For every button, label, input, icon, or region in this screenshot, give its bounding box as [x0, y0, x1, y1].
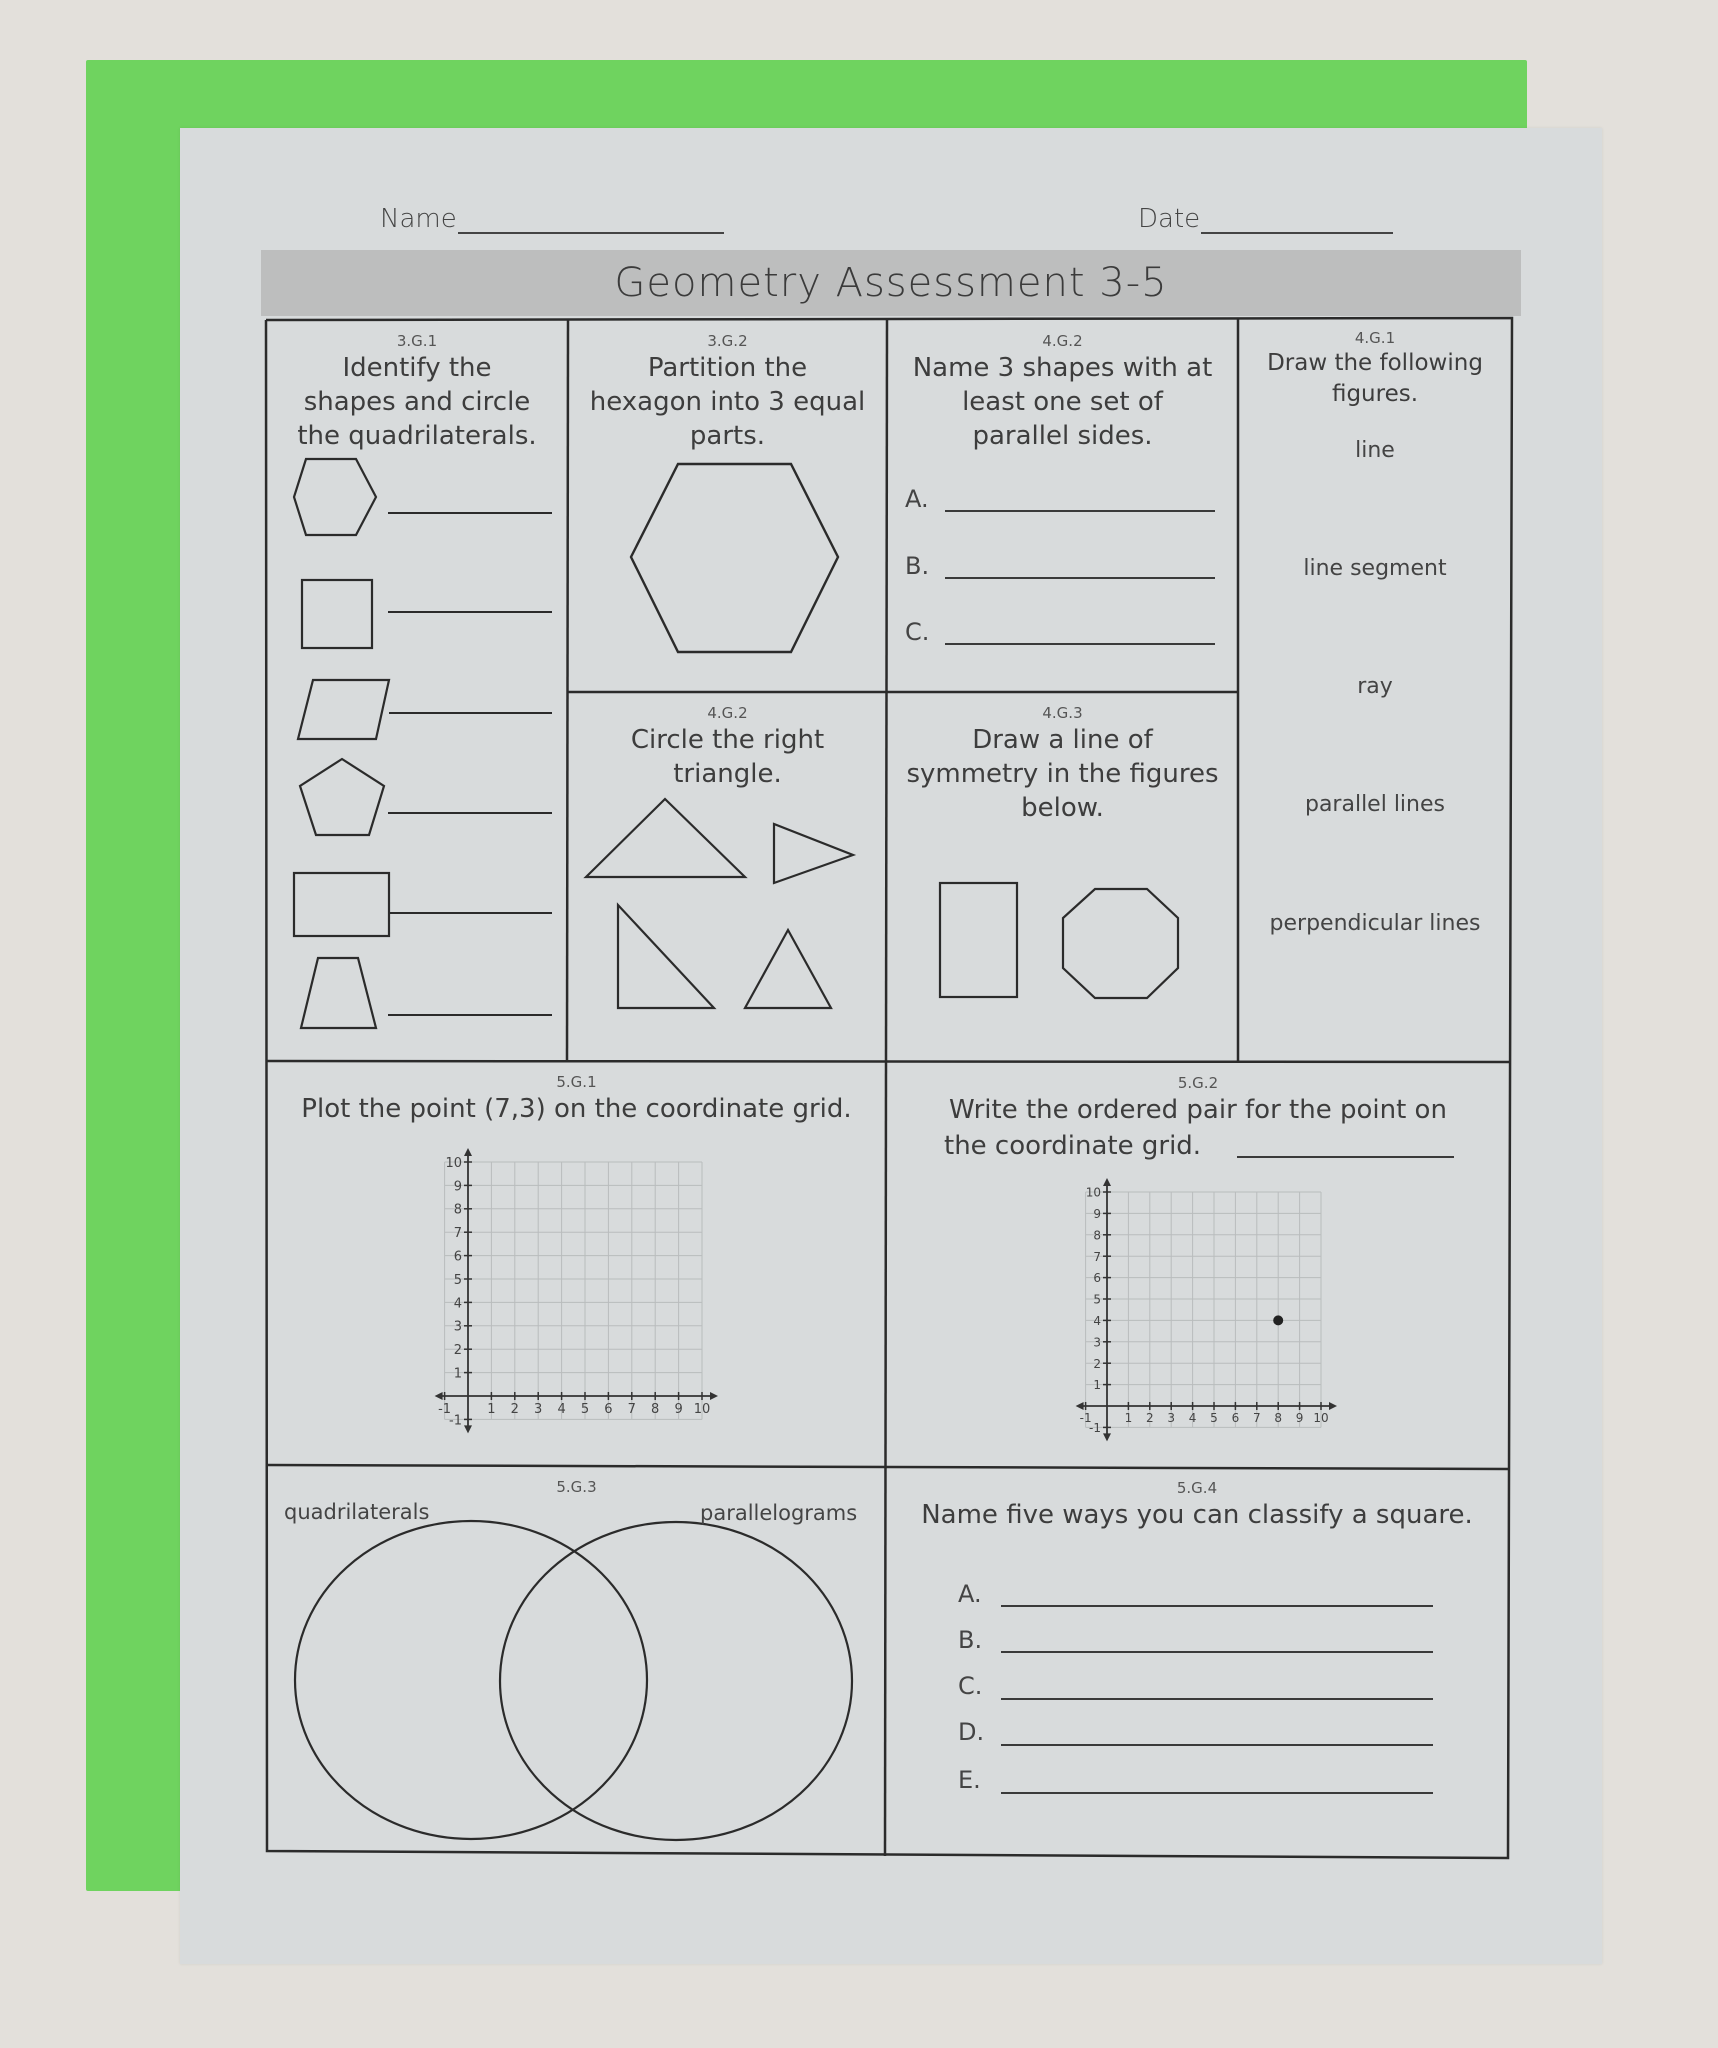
pentagon-shape [300, 759, 384, 835]
prompt-line: parallel sides. [972, 421, 1153, 451]
prompt-line: hexagon into 3 equal [589, 387, 866, 417]
prompt-line: the coordinate grid. [944, 1131, 1202, 1161]
section-5g4-header [888, 1478, 1506, 1532]
quadrilateral-shapes [294, 459, 389, 1028]
classify-answer-line-a[interactable] [1001, 1605, 1433, 1607]
hexagon-shape [294, 459, 376, 535]
shape-answer-lines [388, 513, 552, 1015]
venn-left-circle [295, 1521, 647, 1839]
svg-text:5: 5 [1210, 1411, 1218, 1425]
svg-text:1: 1 [487, 1402, 496, 1417]
svg-text:2: 2 [1145, 1411, 1154, 1425]
svg-text:7: 7 [1252, 1411, 1261, 1425]
symmetry-octagon [1063, 889, 1178, 998]
standard-code: 4.G.1 [1354, 329, 1396, 347]
venn-diagram [295, 1521, 852, 1840]
prompt-line: the quadrilaterals. [297, 421, 537, 451]
standard-code: 4.G.2 [707, 704, 748, 722]
svg-text:6: 6 [604, 1402, 613, 1417]
svg-text:3: 3 [1167, 1411, 1176, 1425]
svg-text:10: 10 [1085, 1185, 1101, 1200]
ordered-pair-answer-line[interactable] [1237, 1156, 1454, 1158]
trapezoid-shape [301, 958, 376, 1028]
venn-label-parallelograms: parallelograms [700, 1501, 858, 1525]
answer-line-a[interactable] [945, 510, 1215, 512]
prompt-line: Name 3 shapes with at [912, 353, 1213, 383]
svg-text:-1: -1 [1079, 1411, 1092, 1425]
svg-text:10: 10 [1313, 1411, 1329, 1425]
svg-text:5: 5 [580, 1402, 590, 1417]
date-label: Date [1138, 204, 1201, 234]
svg-text:5: 5 [1093, 1292, 1101, 1307]
svg-text:8: 8 [651, 1402, 660, 1417]
svg-text:8: 8 [1093, 1228, 1101, 1243]
answer-line-b[interactable] [945, 577, 1215, 579]
standard-code: 5.G.4 [1176, 1479, 1218, 1497]
classify-answer-line-b[interactable] [1001, 1651, 1433, 1653]
prompt-line: Identify the [342, 353, 492, 383]
svg-text:6: 6 [1093, 1271, 1101, 1286]
isosceles-triangle [745, 930, 831, 1008]
svg-text:2: 2 [453, 1343, 462, 1359]
svg-text:9: 9 [1093, 1206, 1101, 1221]
classify-answer-line-e[interactable] [1001, 1792, 1433, 1794]
section-4g3-header [888, 703, 1237, 825]
prompt-line: triangle. [673, 759, 782, 789]
section-5g2-header [888, 1073, 1508, 1127]
square-shape [302, 580, 372, 648]
svg-text:9: 9 [1295, 1411, 1304, 1425]
prompt-line: figures. [1331, 381, 1419, 407]
coordinate-grid-plot[interactable] [435, 1148, 718, 1433]
svg-text:-1: -1 [438, 1402, 452, 1417]
section-5g3-header [268, 1477, 885, 1497]
classify-answer-line-d[interactable] [1001, 1744, 1433, 1746]
svg-text:1: 1 [453, 1366, 462, 1382]
svg-text:10: 10 [445, 1155, 462, 1171]
figure-label-line-segment: line segment [1303, 556, 1447, 581]
figure-label-perpendicular-lines: perpendicular lines [1269, 911, 1481, 936]
svg-text:1: 1 [1093, 1378, 1101, 1393]
rectangle-shape [294, 873, 389, 936]
prompt-line: Plot the point (7,3) on the coordinate grid. [301, 1094, 852, 1124]
figure-label-parallel-lines: parallel lines [1304, 792, 1445, 817]
classify-letter-d: D. [958, 1718, 985, 1746]
triangle-shapes [586, 799, 853, 1008]
right-triangle [618, 905, 714, 1008]
svg-text:4: 4 [1093, 1313, 1101, 1328]
svg-text:6: 6 [1231, 1411, 1240, 1425]
svg-text:-1: -1 [449, 1413, 462, 1429]
section-3g1-header [268, 331, 566, 453]
classify-letter-e: E. [958, 1766, 981, 1794]
svg-text:9: 9 [453, 1179, 462, 1195]
standard-code: 5.G.1 [556, 1073, 597, 1091]
svg-text:8: 8 [1274, 1411, 1283, 1425]
classify-letter-a: A. [958, 1580, 982, 1608]
standard-code: 5.G.2 [1177, 1074, 1219, 1092]
standard-code: 5.G.3 [556, 1478, 597, 1496]
option-letter-c: C. [905, 618, 930, 646]
prompt-line: Write the ordered pair for the point on [949, 1095, 1447, 1125]
figure-label-line: line [1355, 438, 1395, 463]
page-title: Geometry Assessment 3-5 [614, 260, 1168, 306]
obtuse-triangle [586, 799, 745, 877]
svg-text:3: 3 [453, 1319, 462, 1335]
svg-text:5: 5 [453, 1272, 462, 1288]
standard-code: 4.G.3 [1042, 704, 1083, 722]
svg-text:1: 1 [1124, 1411, 1133, 1425]
classify-letter-c: C. [958, 1672, 983, 1700]
classify-answer-line-c[interactable] [1001, 1698, 1433, 1700]
svg-text:7: 7 [1093, 1249, 1101, 1264]
prompt-line: least one set of [962, 387, 1163, 417]
svg-text:9: 9 [674, 1402, 683, 1417]
venn-label-quadrilaterals: quadrilaterals [284, 1500, 430, 1524]
prompt-line: Circle the right [630, 725, 825, 755]
section-4g2-parallel-header [888, 331, 1237, 453]
prompt-line: Draw a line of [972, 725, 1153, 755]
classify-letter-b: B. [958, 1626, 983, 1654]
symmetry-shapes [940, 883, 1178, 998]
figure-label-ray: ray [1357, 674, 1393, 699]
svg-text:4: 4 [453, 1296, 462, 1312]
section-3g2-header [569, 331, 886, 453]
svg-text:3: 3 [1093, 1335, 1101, 1350]
svg-text:8: 8 [453, 1202, 462, 1218]
venn-right-circle [500, 1522, 852, 1840]
name-label: Name [380, 204, 457, 234]
standard-code: 4.G.2 [1042, 332, 1083, 350]
svg-text:10: 10 [693, 1402, 711, 1417]
standard-code: 3.G.1 [396, 332, 438, 350]
svg-text:6: 6 [453, 1249, 462, 1265]
section-5g1-header [268, 1072, 885, 1126]
svg-text:2: 2 [510, 1402, 519, 1417]
svg-text:7: 7 [627, 1402, 636, 1417]
prompt-line: Name five ways you can classify a square. [921, 1500, 1473, 1530]
section-4g2-triangle-header [569, 703, 886, 791]
pointing-triangle [774, 824, 853, 883]
symmetry-rectangle [940, 883, 1017, 997]
answer-line-c[interactable] [945, 643, 1215, 645]
prompt-line: shapes and circle [303, 387, 531, 417]
svg-text:3: 3 [534, 1402, 543, 1417]
prompt-line: below. [1021, 793, 1104, 823]
option-letter-a: A. [905, 485, 929, 513]
svg-text:2: 2 [1093, 1356, 1101, 1371]
svg-text:-1: -1 [1089, 1420, 1101, 1435]
option-letter-b: B. [905, 552, 930, 580]
svg-text:7: 7 [453, 1226, 462, 1242]
standard-code: 3.G.2 [707, 332, 748, 350]
prompt-line: Draw the following [1267, 350, 1483, 376]
prompt-line: symmetry in the figures [906, 759, 1219, 789]
parallelogram-shape [298, 680, 389, 739]
prompt-line: parts. [689, 421, 766, 451]
large-hexagon-shape [631, 464, 838, 652]
svg-text:4: 4 [1188, 1411, 1197, 1425]
coordinate-grid-read [1076, 1178, 1337, 1441]
prompt-line: Partition the [647, 353, 808, 383]
section-4g1-header [1239, 328, 1511, 410]
svg-text:4: 4 [557, 1402, 566, 1417]
